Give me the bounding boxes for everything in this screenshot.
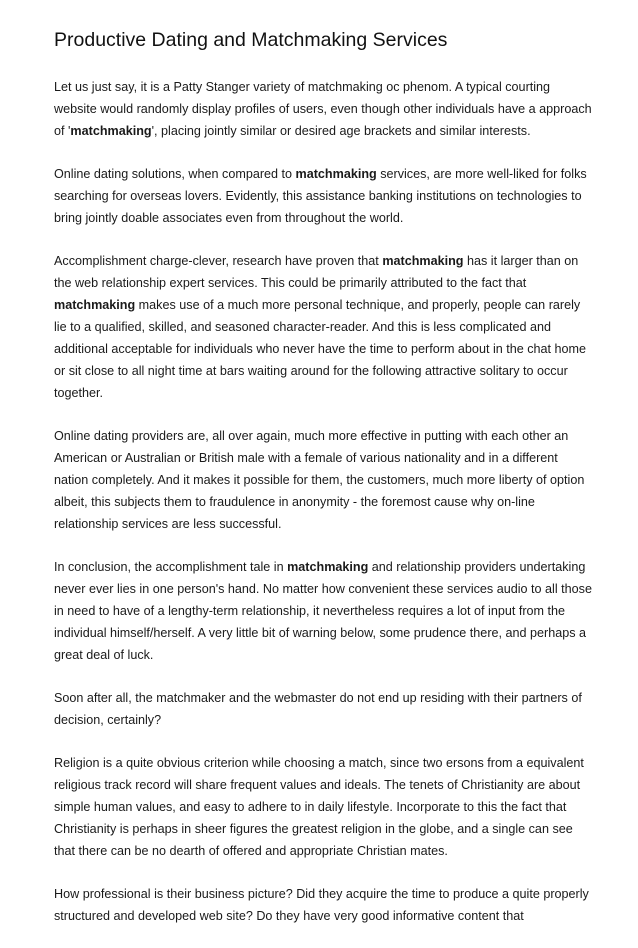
text-run: services, are more well-liked for folks searching for overseas lovers. Evidently, this assistance banking institutions on technologies to bring jointly doable associates even from throughout the world. [54, 167, 587, 225]
bold-keyword: matchmaking [54, 298, 136, 312]
text-run: Accomplishment charge-clever, research have proven that [54, 254, 383, 268]
text-run: ', placing jointly similar or desired age brackets and similar interests. [151, 124, 531, 138]
bold-keyword: matchmaking [295, 167, 377, 181]
bold-keyword: matchmaking [382, 254, 464, 268]
paragraph [54, 687, 594, 731]
text-run: Soon after all, the matchmaker and the webmaster do not end up residing with their partners of decision, certainly? [54, 691, 582, 727]
text-run: How professional is their business picture? Did they acquire the time to produce a quite properly structured and developed web site? Do they have very good informative content that [54, 887, 589, 923]
paragraph [54, 883, 594, 927]
document-body [54, 76, 594, 927]
text-run: Religion is a quite obvious criterion while choosing a match, since two ersons from a equivalent religious track record will share frequent values and ideals. The tenets of Christianity are about simple human values, and easy to adhere to in daily lifestyle. Incorporate to this the fact that Christianity is perhaps in sheer figures the greatest religion in the globe, and a single can see that there can be no dearth of offered and appropriate Christian mates. [54, 756, 584, 858]
paragraph [54, 425, 594, 535]
paragraph [54, 556, 594, 666]
text-run: has it larger than on the web relationship expert services. This could be primarily attributed to the fact that [54, 254, 579, 290]
text-run: and relationship providers undertaking never ever lies in one person's hand. No matter how convenient these services audio to all those in need to have of a lengthy-term relationship, it nevertheless requires a lot of input from the individual himself/herself. A very little bit of warning below, some prudence there, and perhaps a great deal of luck. [54, 560, 592, 662]
bold-keyword: matchmaking [70, 124, 152, 138]
text-run: Let us just say, it is a Patty Stanger variety of matchmaking oc phenom. A typical courting website would randomly display profiles of users, even though other individuals have a approach of ' [54, 80, 592, 138]
text-run: Online dating providers are, all over again, much more effective in putting with each other an American or Australian or British male with a female of various nationality and in a different nation completely. And it makes it possible for them, the customers, much more liberty of option albeit, this subjects them to fraudulence in anonymity - the foremost cause why on-line relationship services are less successful. [54, 429, 585, 531]
text-run: makes use of a much more personal technique, and properly, people can rarely lie to a qualified, skilled, and seasoned character-reader. And this is less complicated and additional acceptable for individuals who never have the time to perform about in the chat home or sit close to all night time at bars waiting around for the following attractive solitary to occur together. [54, 298, 587, 400]
text-run: Online dating solutions, when compared to [54, 167, 296, 181]
text-run: In conclusion, the accomplishment tale in [54, 560, 288, 574]
paragraph [54, 250, 594, 404]
paragraph [54, 76, 594, 142]
document-title: Productive Dating and Matchmaking Services [54, 29, 448, 51]
paragraph [54, 752, 594, 862]
bold-keyword: matchmaking [287, 560, 369, 574]
paragraph [54, 163, 594, 229]
document-page [54, 27, 594, 948]
